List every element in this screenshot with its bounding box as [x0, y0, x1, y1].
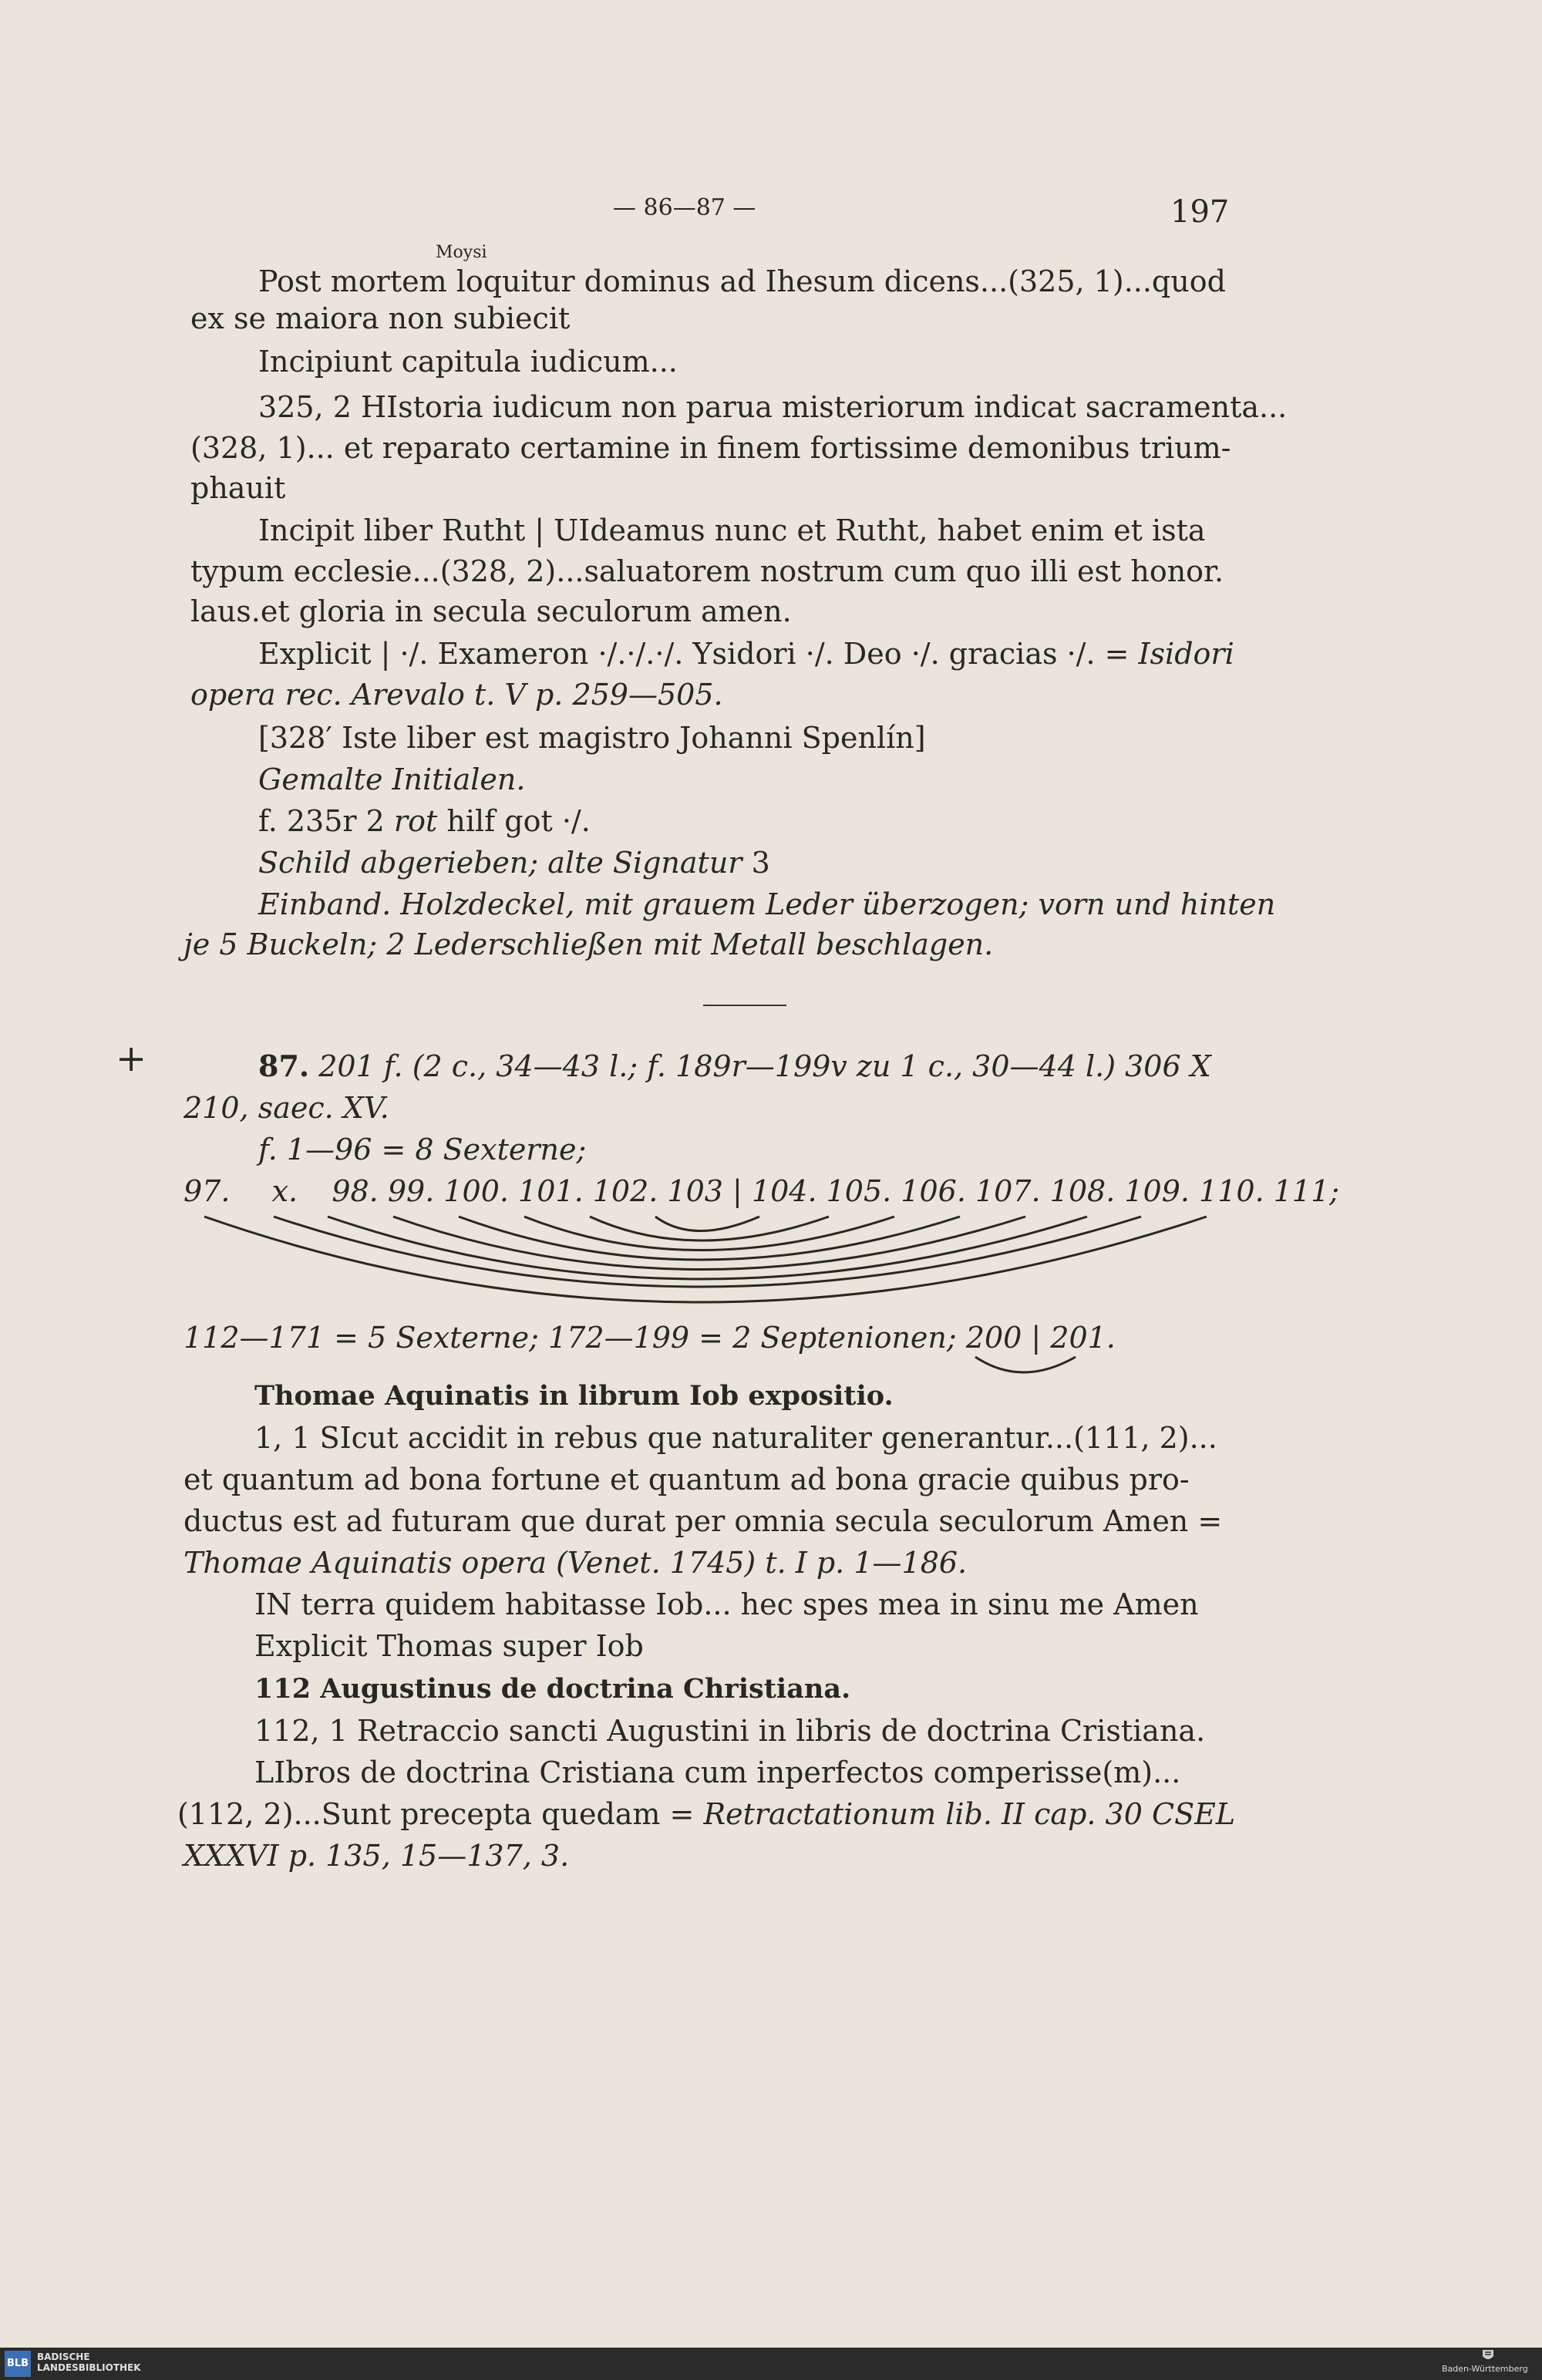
state-label: Baden-Württemberg	[1442, 2364, 1528, 2374]
quire-x: x.	[271, 1174, 298, 1208]
rubric-color: rot	[393, 804, 438, 838]
explicit-text: Explicit | ·/. Exameron ·/.·/.·/. Ysidori ·/. Deo ·/. gracias ·/. =	[258, 637, 1130, 671]
text-line: ex se maiora non subiecit	[190, 301, 571, 335]
text-line: 112, 1 Retraccio sancti Augustini in libris de doctrina Cristiana.	[254, 1714, 1206, 1748]
text-line: je 5 Buckeln; 2 Lederschließen mit Metall beschlagen.	[183, 927, 994, 961]
text-line: [328′ Iste liber est magistro Johanni Spenlín]	[258, 721, 926, 755]
collation-arc	[655, 1217, 759, 1231]
interlinear-note: Moysi	[436, 243, 487, 262]
text-line: typum ecclesie...(328, 2)...saluatorem nostrum cum quo illi est honor.	[190, 554, 1224, 588]
text-line: Post mortem loquitur dominus ad Ihesum dicens...(325, 1)...quod	[258, 264, 1226, 298]
entry-description: 201 f. (2 c., 34—43 l.; f. 189r—199v zu 1 c., 30—44 l.) 306 X	[318, 1049, 1211, 1083]
library-name-line1: BADISCHE	[37, 2351, 90, 2362]
text-line: (328, 1)... et reparato certamine in finem fortissime demonibus trium-	[190, 431, 1231, 465]
work-title: Thomae Aquinatis in librum Iob expositio.	[254, 1380, 894, 1412]
text-line: XXXVI p. 135, 15—137, 3.	[183, 1839, 570, 1873]
text-line: 112—171 = 5 Sexterne; 172—199 = 2 Septenionen; 200 | 201.	[183, 1321, 1116, 1355]
folio-ref: f. 235r 2	[258, 804, 385, 838]
explicit-reference: Isidori	[1138, 637, 1234, 671]
quire-start: 97.	[183, 1174, 231, 1208]
text-line: 325, 2 HIstoria iudicum non parua misteriorum indicat sacramenta...	[258, 390, 1288, 424]
inscription: hilf got ·/.	[446, 804, 591, 838]
text-line: laus.et gloria in secula seculorum amen.	[190, 594, 792, 628]
entry-number: 87.	[258, 1049, 310, 1083]
text-line: Einband. Holzdeckel, mit grauem Leder überzogen; vorn und hinten	[258, 887, 1276, 921]
blb-logo: BLB	[5, 2351, 31, 2377]
text-line: f. 1—96 = 8 Sexterne;	[258, 1133, 587, 1166]
margin-cross: +	[116, 1037, 147, 1080]
page-number: 197	[1170, 194, 1230, 230]
passage-ref: (112, 2)...Sunt precepta quedam =	[177, 1797, 695, 1831]
text-line: IN terra quidem habitasse Iob... hec spes mea in sinu me Amen	[254, 1587, 1199, 1621]
state-crest-icon	[1480, 2348, 1496, 2362]
text-line: Incipiunt capitula iudicum...	[258, 345, 678, 379]
text-line: Explicit Thomas super Iob	[254, 1629, 644, 1663]
text-line	[177, 1796, 1235, 1832]
text-line: Thomae Aquinatis opera (Venet. 1745) t. I p. 1—186.	[183, 1546, 968, 1580]
signature-note: Schild abgerieben; alte Signatur	[258, 846, 742, 880]
text-line: LIbros de doctrina Cristiana cum inperfectos comperisse(m)...	[254, 1756, 1181, 1789]
text-line: 210, saec. XV.	[183, 1091, 389, 1125]
text-line: 1, 1 SIcut accidit in rebus que naturaliter generantur...(111, 2)...	[254, 1421, 1217, 1455]
work-title: 112 Augustinus de doctrina Christiana.	[254, 1673, 851, 1705]
collation-arc	[590, 1217, 829, 1240]
edition-ref: Retractationum lib. II cap. 30 CSEL	[703, 1797, 1236, 1831]
collation-arc-bottom	[975, 1357, 1076, 1372]
library-footer	[0, 2348, 1542, 2380]
signature-number: 3	[751, 846, 770, 880]
section-range: — 86—87 —	[613, 194, 756, 221]
text-line: ductus est ad futuram que durat per omnia secula seculorum Amen =	[183, 1504, 1223, 1538]
text-line: opera rec. Arevalo t. V p. 259—505.	[190, 678, 723, 712]
text-line: Gemalte Initialen.	[258, 762, 526, 796]
text-line: phauit	[190, 471, 286, 505]
library-name-line2: LANDESBIBLIOTHEK	[37, 2362, 141, 2373]
collation-arc	[524, 1217, 894, 1251]
library-name	[37, 2351, 141, 2373]
collation-arc	[274, 1217, 1141, 1287]
text-line: et quantum ad bona fortune et quantum ad bona gracie quibus pro-	[183, 1463, 1190, 1496]
text-line: Incipit liber Rutht | UIdeamus nunc et Rutht, habet enim et ista	[258, 513, 1206, 547]
quire-leaves: 98. 99. 100. 101. 102. 103 | 104. 105. 106. 107. 108. 109. 110. 111;	[332, 1174, 1340, 1208]
